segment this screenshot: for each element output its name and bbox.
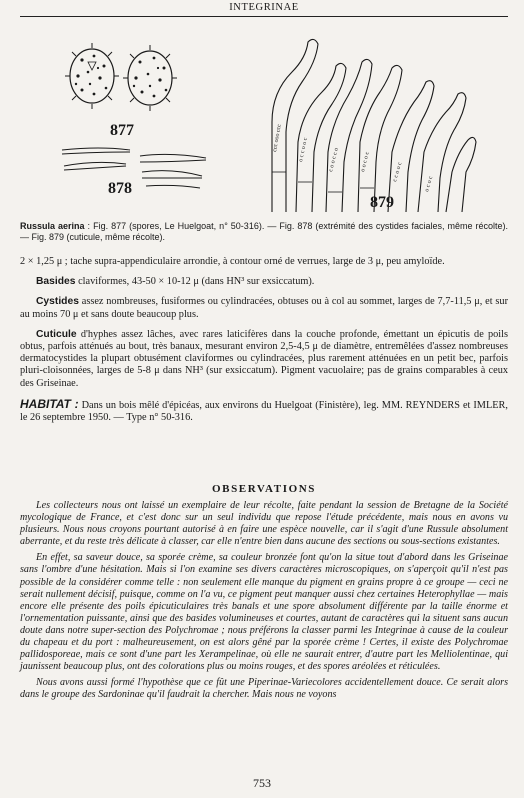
svg-text:c o o c c o: c o o c c o bbox=[328, 147, 340, 173]
basides-text: claviformes, 43-50 × 10-12 μ (dans HN³ sur exsiccatum). bbox=[75, 276, 315, 288]
caption-text: : Fig. 877 (spores, Le Huelgoat, n° 50-316). — Fig. 878 (extrémité des cystides faciales, même récolte). — Fig. 879 (cuticule, même récolte). bbox=[20, 221, 508, 242]
figure-878-label: 878 bbox=[108, 180, 132, 197]
figure-878-cystides bbox=[60, 142, 210, 192]
figure-879-cuticle bbox=[262, 32, 482, 218]
observations-body bbox=[20, 500, 508, 706]
basides-paragraph bbox=[20, 276, 508, 288]
svg-text:o c c o o c: o c c o o c bbox=[298, 137, 310, 163]
cystides-paragraph bbox=[20, 296, 508, 320]
svg-text:o c o c: o c o c bbox=[424, 175, 435, 193]
cuticule-text: d'hyphes assez lâches, avec rares laticifères dans la couche profonde, émettant un épicutis de poils obtus, parfois atténués au bout, très banaux, mesurant environ 2,5-4,5 μ de diamètre, entremêlées d'assez nombreuses dermatocystides la plupart obtusément claviformes ou cylindracées, plus rarement atténuées en un petit bec, parfois pluri-cloisonnées, larges de 5-8 μ dans NH³ (sur exsiccatum). Pigment vacuolaire; pas de grains comparables à ceux des Griseinae. bbox=[20, 328, 508, 389]
observations-paragraph-2: En effet, sa saveur douce, sa sporée crème, sa couleur bronzée font qu'on la situe tout d'abord dans les Griseinae sans l'ombre d'une hésitation. Mais si l'on examine ses divers caractères microscopiques, on s'aperçoit qu'il n'est pas possible de la considérer comme telle : non seulement elle manque du pigment en grains propre à ce groupe — ceci ne serait nullement décisif, puisque, comme on l'a vu, ce pigment peut manquer aussi chez certaines Heterophyllae — mais encore elle présente des poils épicuticulaires très banals et une spore absolument différente par la taille énorme et l'ornementation puissante, ainsi que des basides volumineuses et courtes, autant de caractères qui la situent sans aucun doute dans notre super-section des Polychromae ; nous préférons la classer parmi les Integrinae à cause de la couleur du chapeau et du port : malheureusement, on est alors gêné par la sporée crème ! Certes, il existe des Polychromae pallidosporeae, mais ce sont d'une part les Xerampelinae, où elle ne saurait entrer, d'autre part les Melliolentinae, qui jaunissent beaucoup plus, ont des colorations plus ou moins rouges, et des spores aréolées et réticulées. bbox=[20, 552, 508, 673]
cuticule-lead: Cuticule bbox=[36, 328, 77, 340]
description-body bbox=[20, 256, 508, 432]
cystides-text: assez nombreuses, fusiformes ou cylindracées, obtuses ou à col au sommet, larges de 7,7-11,5 μ, et sur au moins 70 μ et sans doute beaucoup plus. bbox=[20, 296, 508, 320]
cystides-lead: Cystides bbox=[36, 296, 79, 308]
svg-text:o o c o c: o o c o c bbox=[360, 151, 371, 173]
figure-877-label: 877 bbox=[110, 122, 134, 139]
observations-paragraph-1: Les collecteurs nous ont laissé un exemplaire de leur récolte, faite pendant la session de Bretagne de la Société mycologique de France, et c'est donc sur un seul individu que repose l'étude précédente, mais nous en avons vu plusieurs. Nous nous croyons pourtant autorisé à en faire une espèce nouvelle, car il s'agit d'une Russule absolument aberrante, et du reste très délicate à classer, car elle n'entre bien dans aucune des sections ou sous-sections existantes. bbox=[20, 500, 508, 548]
spore-paragraph: 2 × 1,25 μ ; tache supra-appendiculaire arrondie, à contour orné de verrues, large de 3 μ, peu amyloïde. bbox=[20, 256, 445, 267]
observations-paragraph-3: Nous avons aussi formé l'hypothèse que ce fût une Piperinae-Variecolores accidentellement douce. Ce serait alors dans le groupe des Sardoninae qu'il faudrait la chercher. Mais nous ne voyons bbox=[20, 677, 508, 701]
observations-title: OBSERVATIONS bbox=[212, 483, 316, 495]
cuticule-paragraph bbox=[20, 329, 508, 390]
figure-879-label: 879 bbox=[370, 194, 394, 211]
figure-877-spores bbox=[62, 38, 182, 124]
basides-lead: Basides bbox=[36, 276, 76, 288]
svg-text:c c o o c: c c o o c bbox=[392, 161, 404, 183]
habitat-paragraph bbox=[20, 398, 508, 424]
habitat-lead: HABITAT : bbox=[20, 396, 79, 411]
svg-text:ccc ooo ccc: ccc ooo ccc bbox=[272, 123, 283, 153]
habitat-text: Dans un bois mêlé d'épicéas, aux environs du Huelgoat (Finistère), leg. MM. REYNDERS et IMLER, le 26 septembre 1950. — Type n° 50-316. bbox=[20, 399, 508, 424]
caption-species: Russula aerina bbox=[20, 221, 85, 231]
figure-caption bbox=[20, 221, 508, 243]
running-header: INTEGRINAE bbox=[20, 2, 508, 17]
page-number: 753 bbox=[253, 776, 271, 790]
